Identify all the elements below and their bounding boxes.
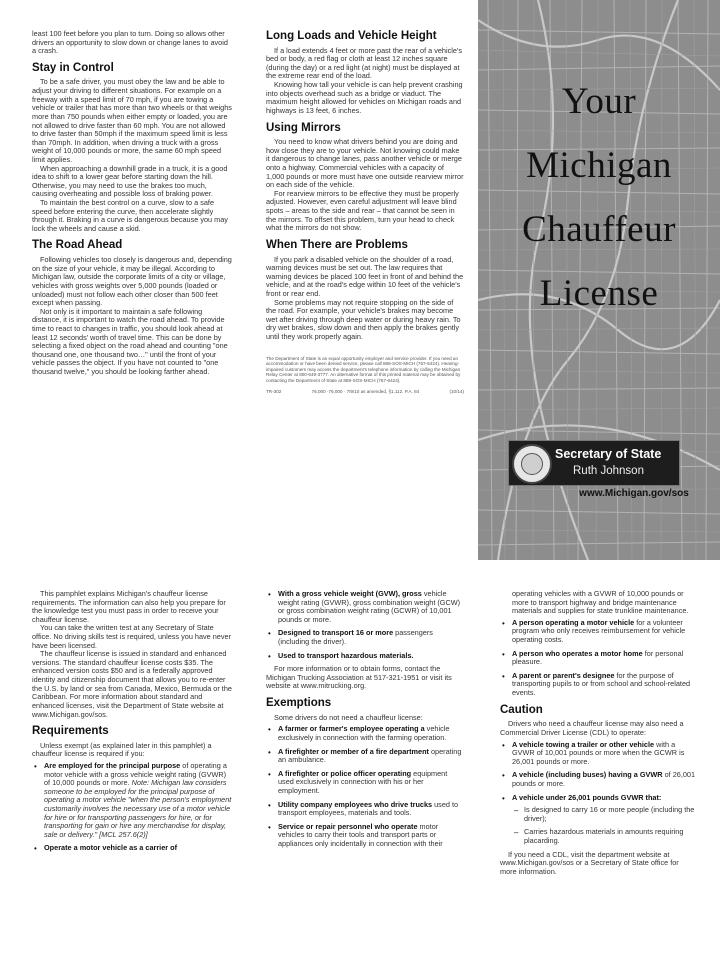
list-item: • With a gross vehicle weight (GVW), gross vehicle weight rating (GVWR), gross combination weight (GCW) or gross combination weight rating (GCWR) of 10,001 pounds or more. [266, 590, 464, 624]
intro-paragraph-1: This pamphlet explains Michigan's chauffeur license requirements. The information can also help you prepare for the knowledge test you must pass in order to receive your chauffeur license. [32, 590, 226, 624]
list-item: • A vehicle towing a trailer or other vehicle with a GVWR of 10,001 pounds or more when the GCWR is 26,001 pounds or more. [500, 741, 696, 767]
stay-paragraph-3: To maintain the best control on a curve, slow to a safe speed before entering the curve, then accelerate slightly through it. Braking in a curve is dangerous because you may lock the wheels and cause a skid. [32, 198, 228, 233]
print-info-row [266, 389, 464, 394]
list-item: • A parent or parent's designee for the purpose of transporting pupils to or from school and school-related events. [500, 672, 696, 698]
long-loads-heading: Long Loads and Vehicle Height [266, 30, 437, 42]
intro-paragraph: least 100 feet before you plan to turn. Doing so allows other drivers an opportunity to slow down or change lanes to avoid a crash. [32, 30, 228, 56]
caution-heading: Caution [500, 703, 543, 716]
stay-in-control-heading: Stay in Control [32, 61, 114, 74]
intro-paragraph-2: You can take the written test at any Secretary of State office. No driving skills test is required, unless you have never have been licensed. [32, 623, 232, 650]
equal-opportunity-notice: The Department of State is an equal opportunity employer and service provider. If you need an accommodation or have been denied service, please call 888-SOS-MICH (767-6424). Hearing-impaired customers may access the department's telephone information by calling the Michigan Relay Center at 800-649-3777. An alternative format of this printed material may be obtained by contacting the Department of State at 888-SOS-MICH (767-6424). [266, 355, 461, 383]
stay-paragraph-1: To be a safe driver, you must obey the law and be able to adjust your driving to different situations. For example on a freeway with a speed limit of 70 mph, if you are towing a vehicle or trailer that has more than two wheels or that weighs more than 750 pounds when either empty or loaded, you are not allowed to drive faster than 60 mph. You are not allowed to drive faster than 50mph if the maximum speed limit is less than 70mph. In addition, when driving a truck with a gross weight of 10,000 pounds or more, the same 60 mph speed limit applies. [32, 77, 232, 164]
bottom-left-column [32, 590, 232, 960]
forms-paragraph: For more information or to obtain forms, contact the Michigan Trucking Association at 517-321-1951 or visit its website at www.mitrucking.org. [266, 664, 452, 691]
road-paragraph-1: Following vehicles too closely is dangerous and, depending on the size of your vehicle, it may be illegal. According to Michigan law, outside the corporate limits of a city or village, vehicles with gross weights over 5,000 pounds (loaded or unloaded) must not follow each other closer than 500 feet except when passing. [32, 255, 232, 308]
mirrors-paragraph-2: For rearview mirrors to be effective they must be properly adjusted. However, even careful adjustment will leave blind spots – areas to the side and rear – that cannot be seen in the mirrors. To offset this problem, turn your head to check what the mirrors do not show. [266, 188, 459, 233]
top-left-column [32, 30, 232, 530]
requirements-list [32, 762, 232, 853]
long-loads-paragraph-1: If a load extends 4 feet or more past the rear of a vehicle's bed or body, a red flag or cloth at least 12 inches square (during the day) or a red light (at night) must be displayed at the extreme rear end of the load. [266, 45, 462, 81]
list-item: • Operate a motor vehicle as a carrier of [32, 844, 232, 853]
list-item: • A vehicle (including buses) having a GVWR of 26,001 pounds or more. [500, 771, 696, 788]
print-info: 76,000 ·76,000 · 7/9/10 as amended, §1.112. P.A. 84 [311, 389, 420, 395]
sos-name: Ruth Johnson [573, 465, 644, 477]
cdl-paragraph: If you need a CDL, visit the department website at www.Michigan.gov/sos or a Secretary of State office for more information. [500, 849, 679, 876]
bottom-middle-column [266, 590, 464, 960]
sos-website-link[interactable]: www.Michigan.gov/sos [579, 488, 689, 499]
secretary-of-state-badge [508, 440, 680, 486]
long-loads-paragraph-2: Knowing how tall your vehicle is can help prevent crashing into objects overhead such as a bridge or viaduct. The maximum height allowed for vehicles on Michigan roads and highways is 13 feet, 6 inches. [266, 80, 463, 115]
stay-paragraph-2: When approaching a downhill grade in a truck, it is a good idea to shift to a lower gear before starting down the hill. Otherwise, you may need to use the brakes too much, causing overheating and possible loss of braking power. [32, 163, 228, 199]
list-item: • A farmer or farmer's employee operating a vehicle exclusively in connection with the farming operation. [266, 725, 464, 742]
sos-title: Secretary of State [555, 447, 662, 461]
top-middle-column [266, 30, 464, 550]
using-mirrors-heading: Using Mirrors [266, 121, 341, 134]
road-ahead-heading: The Road Ahead [32, 239, 123, 252]
vehicle-criteria-list [266, 590, 464, 660]
cdl-sub-list [512, 806, 696, 845]
list-item: • A vehicle under 26,001 pounds GVWR that: – Is designed to carry 16 or more people (including the driver); – Carries hazardous materials in amounts requiring placarding. [500, 794, 696, 846]
exemptions-list [266, 725, 464, 848]
cover-title-line-3: Chauffeur [522, 209, 676, 250]
cover-title-line-1: Your [561, 81, 637, 122]
list-item: • A person operating a motor vehicle for a volunteer program who only receives reimbursement for vehicle operating costs. [500, 619, 696, 645]
list-item: • A firefighter or member of a fire department operating an ambulance. [266, 748, 464, 765]
list-item: • A firefighter or police officer operating equipment used exclusively in connection with his or her employment. [266, 770, 464, 796]
problems-paragraph-2: Some problems may not require stopping on the side of the road. For example, your vehicle's brakes may become wet after driving through deep water or during heavy rain. To dry wet brakes, slow down and then apply the brakes gently until they work properly again. [266, 297, 461, 341]
list-item: • Designed to transport 16 or more passengers (including the driver). [266, 629, 464, 646]
requirements-heading: Requirements [32, 725, 109, 738]
exemptions-list-continued [500, 619, 696, 698]
list-item: • Service or repair personnel who operate motor vehicles to carry their tools and transport parts or appliances only incidentally in connection with their [266, 823, 464, 849]
bottom-right-column [500, 590, 696, 960]
date-code: (10/14) [449, 389, 464, 395]
state-seal-icon [512, 444, 552, 484]
exemptions-heading: Exemptions [266, 697, 332, 710]
problems-paragraph-1: If you park a disabled vehicle on the shoulder of a road, warning devices must be set out. The law requires that warning devices be placed 100 feet in front of and behind the vehicle, and at the road's edge within 10 feet of the vehicle's front or rear end. [266, 254, 464, 298]
form-code: TR-302 [266, 389, 282, 395]
list-item: – Carries hazardous materials in amounts requiring placarding. [512, 828, 696, 845]
cover-title-line-2: Michigan [526, 145, 672, 186]
exemptions-paragraph: Some drivers do not need a chauffeur license: [274, 712, 423, 722]
list-item: • Used to transport hazardous materials. [266, 652, 464, 661]
caution-paragraph: Drivers who need a chauffeur license may also need a Commercial Driver License (CDL) to operate: [500, 719, 684, 737]
intro-paragraph-3: The chauffeur license is issued in standard and enhanced versions. The standard chauffeur license costs $35. The enhanced version costs $50 and is a federally approved identity and citizenship document that allows you to re-enter the U.S. by land or sea from Canada, Mexico, Bermuda or the Caribbean. For more information about standard and enhanced licenses, visit the Department of State website at www.Michigan.gov/sos. [32, 649, 232, 719]
cover-title-line-4: License [539, 273, 659, 314]
list-item: • Utility company employees who drive trucks used to transport employees, materials and tools. [266, 801, 464, 818]
continued-paragraph: operating vehicles with a GVWR of 10,000 pounds or more to transport highway and bridge maintenance materials and supplies for state trunkline maintenance. [512, 590, 689, 616]
road-paragraph-2: Not only is it important to maintain a safe following distance, it is important to watch the road ahead. To provide time to react to changes in traffic, you should look ahead at least 12 seconds' worth of travel time. This can be done by selecting a fixed object on the road ahead and counting "one thousand one, one thousand two…" until the front of your vehicle passes the object. If you have not counted to "one thousand twelve," you should be looking farther ahead. [32, 306, 228, 376]
list-item: – Is designed to carry 16 or more people (including the driver); [512, 806, 696, 823]
list-item: • A person who operates a motor home for personal pleasure. [500, 650, 696, 667]
problems-heading: When There are Problems [266, 238, 408, 251]
list-item: • Are employed for the principal purpose of operating a motor vehicle with a gross vehicle weight rating (GVWR) of 10,000 pounds or more. Note: Michigan law considers someone to be employed for the principal purpose of operating a motor vehicle "when the person's employment customarily involves the necessary use of a motor vehicle for hire or for transporting passengers for hire, or for transporting for gain or hire any merchandise for display, sale or delivery." [MCL 257.6(2)] [32, 762, 232, 839]
mirrors-paragraph-1: You need to know what drivers behind you are doing and how close they are to your vehicle. Not knowing could make it dangerous to change lanes, pass another vehicle or merge onto a highway. Commercial vehicles with a capacity of 1,000 pounds or more must have one outside rearview mirror on each side of the vehicle. [266, 137, 464, 190]
cdl-list [500, 741, 696, 846]
requirements-paragraph: Unless exempt (as explained later in this pamphlet) a chauffeur license is required if you: [32, 740, 212, 759]
